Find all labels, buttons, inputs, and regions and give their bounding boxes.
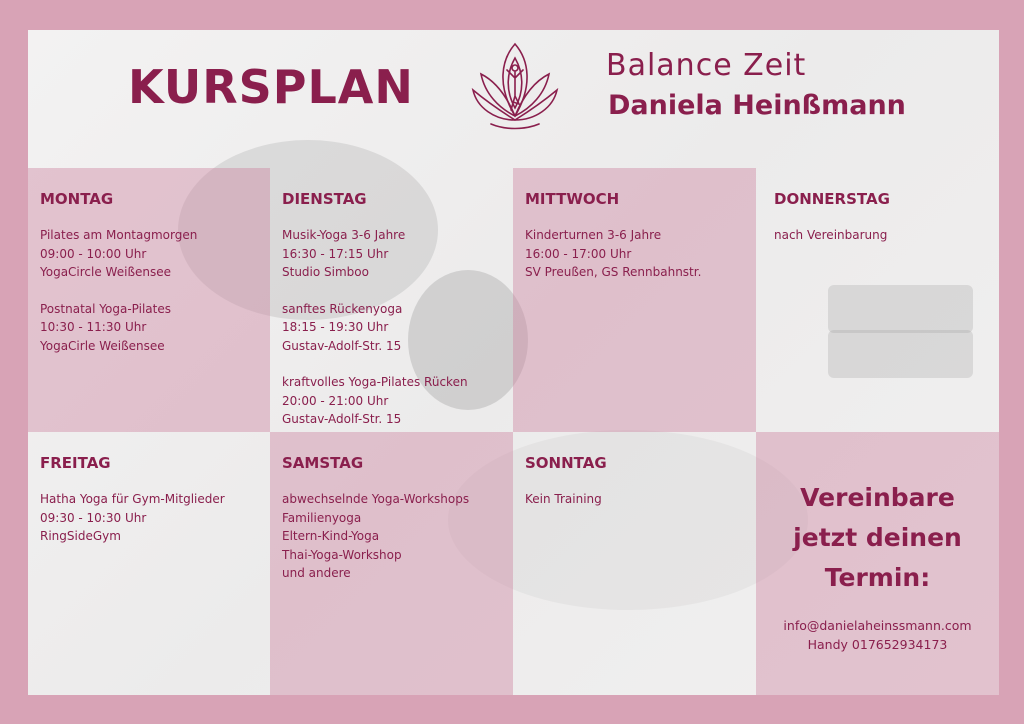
course-title: Pilates am Montagmorgen — [40, 228, 198, 242]
course-location: Gustav-Adolf-Str. 15 — [282, 412, 402, 426]
phone-text: Handy 017652934173 — [807, 637, 948, 652]
course-entry — [774, 226, 999, 245]
day-label: SONNTAG — [525, 454, 607, 472]
course-location: YogaCircle Weißensee — [40, 265, 172, 279]
course-entry — [282, 490, 513, 583]
lotus-yoga-icon — [471, 38, 559, 133]
course-time: 16:30 - 17:15 Uhr — [282, 246, 389, 261]
page-title: KURSPLAN — [128, 60, 414, 114]
course-location: YogaCirle Weißensee — [40, 338, 165, 353]
cta-line: Termin: — [824, 563, 931, 592]
course-entry — [525, 226, 756, 282]
course-title: abwechselnde Yoga-Workshops — [282, 492, 470, 506]
course-entry — [282, 300, 513, 356]
day-label: DONNERSTAG — [774, 190, 890, 208]
course-entry — [40, 490, 270, 546]
course-location: Gustav-Adolf-Str. 15 — [282, 338, 402, 353]
day-cell-sonntag — [513, 432, 756, 695]
course-time: 09:00 - 10:00 Uhr — [40, 246, 147, 261]
cta-line: Vereinbare — [800, 483, 955, 512]
course-entry — [282, 373, 513, 429]
person-name: Daniela Heinßmann — [608, 90, 906, 121]
course-title: Postnatal Yoga-Pilates — [40, 301, 171, 316]
day-label: MONTAG — [40, 190, 114, 208]
course-location: SV Preußen, GS Rennbahnstr. — [525, 265, 702, 279]
course-title: Musik-Yoga 3-6 Jahre — [282, 228, 406, 242]
email-text: info@danielaheinssmann.com — [783, 618, 972, 633]
day-cell-dienstag — [270, 168, 513, 432]
cta-heading — [756, 478, 999, 598]
call-to-action — [756, 432, 999, 695]
course-entry — [40, 300, 270, 356]
course-title: sanftes Rückenyoga — [282, 301, 403, 316]
contact-info — [756, 616, 999, 654]
course-entry — [282, 226, 513, 282]
course-entry — [525, 490, 756, 509]
course-location: RingSideGym — [40, 529, 121, 543]
course-title: kraftvolles Yoga-Pilates Rücken — [282, 375, 468, 389]
course-location: Studio Simboo — [282, 265, 369, 279]
day-cell-freitag — [28, 432, 270, 695]
day-label: FREITAG — [40, 454, 111, 472]
course-title: und andere — [282, 566, 351, 580]
course-time: 10:30 - 11:30 Uhr — [40, 320, 147, 334]
cta-line: jetzt deinen — [793, 523, 962, 552]
day-label: DIENSTAG — [282, 190, 367, 208]
course-note: nach Vereinbarung — [774, 228, 888, 242]
course-title: Familienyoga — [282, 510, 362, 525]
day-label: MITTWOCH — [525, 190, 620, 208]
day-cell-montag — [28, 168, 270, 432]
course-entry — [40, 226, 270, 282]
course-title: Kinderturnen 3-6 Jahre — [525, 228, 662, 242]
day-cell-mittwoch — [513, 168, 756, 432]
course-time: 09:30 - 10:30 Uhr — [40, 510, 147, 525]
day-cell-samstag — [270, 432, 513, 695]
course-time: 18:15 - 19:30 Uhr — [282, 320, 389, 334]
course-time: 20:00 - 21:00 Uhr — [282, 393, 389, 408]
day-cell-donnerstag — [756, 168, 999, 432]
day-label: SAMSTAG — [282, 454, 364, 472]
course-title: Hatha Yoga für Gym-Mitglieder — [40, 492, 225, 506]
course-time: 16:00 - 17:00 Uhr — [525, 246, 632, 261]
course-note: Kein Training — [525, 492, 602, 506]
schedule-sheet — [28, 30, 999, 695]
brand-name: Balance Zeit — [606, 48, 807, 83]
course-title: Eltern-Kind-Yoga — [282, 529, 380, 543]
course-title: Thai-Yoga-Workshop — [282, 547, 402, 562]
